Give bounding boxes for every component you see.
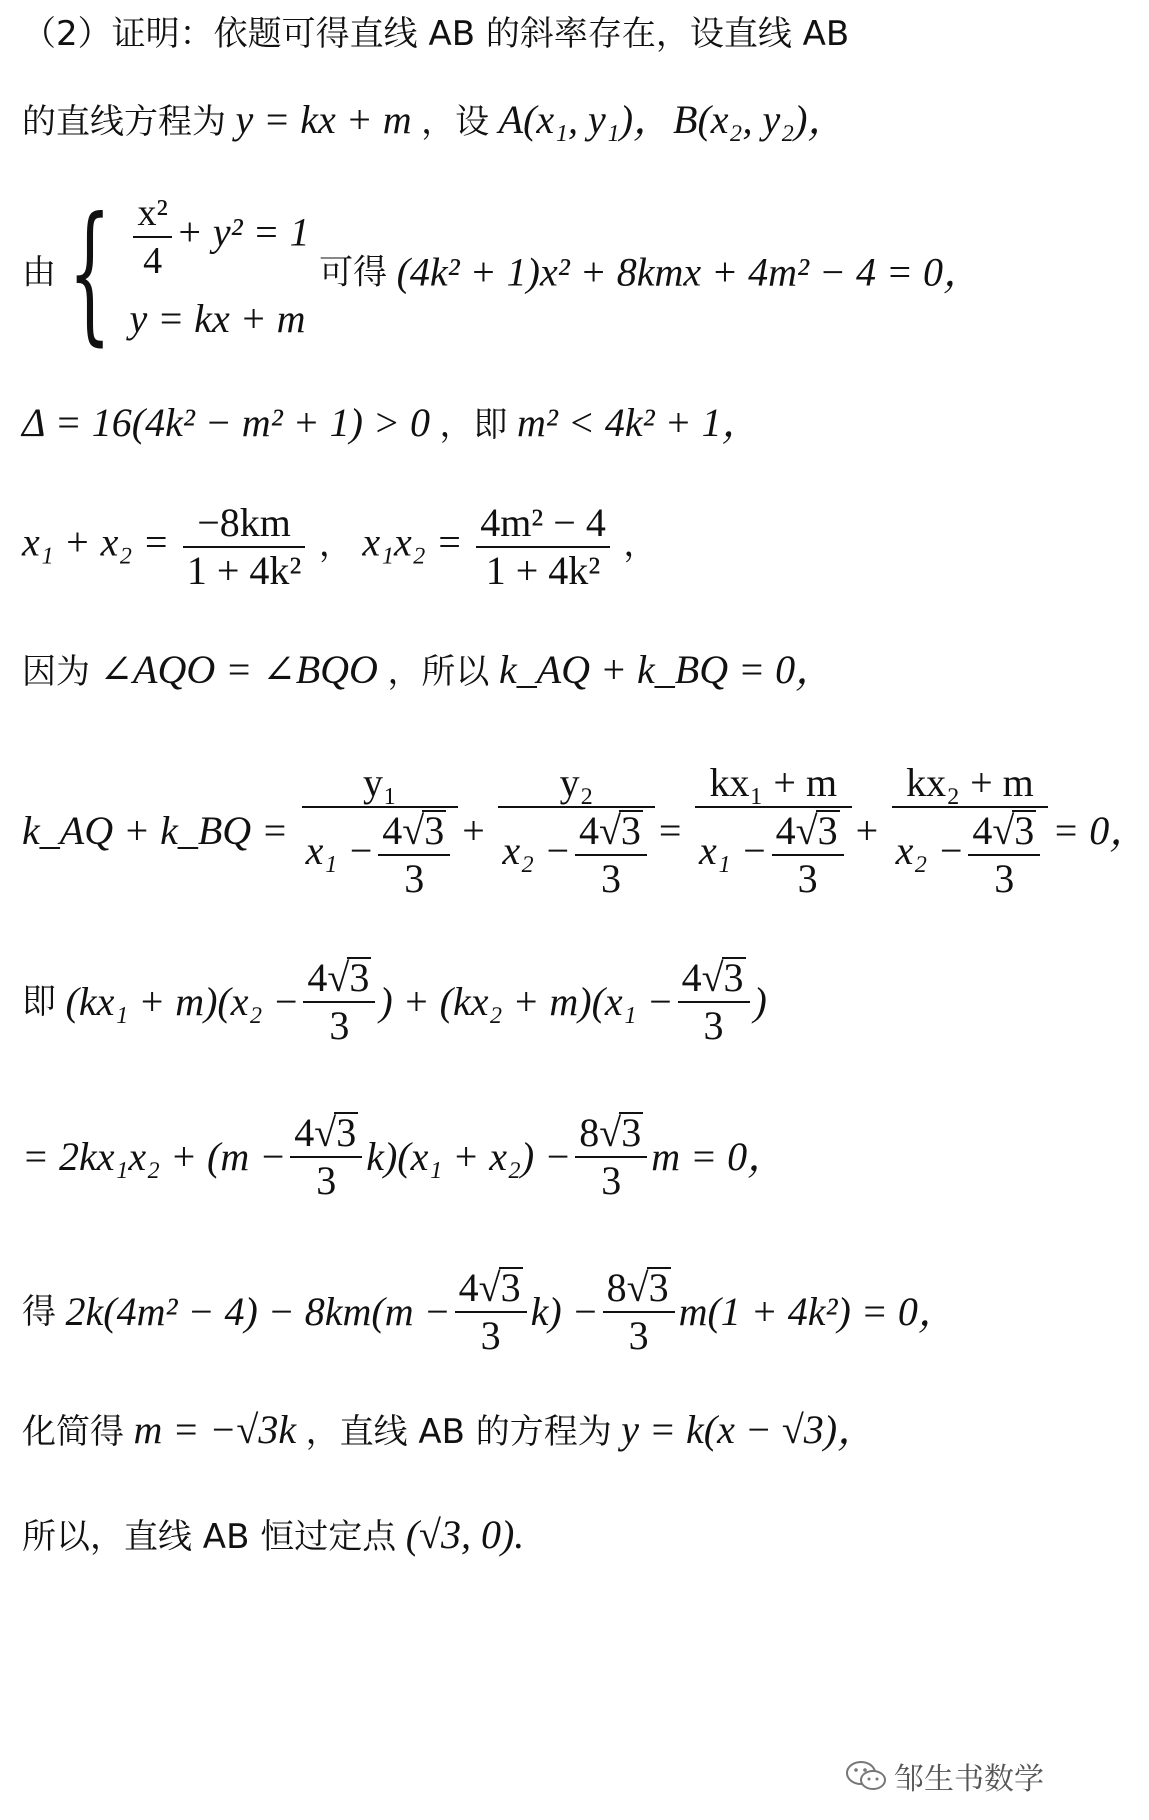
prod-fraction — [476, 500, 610, 594]
expr: = 2kx₁x₂ + (m − — [22, 1134, 287, 1179]
line-10 — [22, 1265, 1070, 1375]
line-3 — [22, 185, 1070, 360]
den: 3 — [628, 1313, 649, 1358]
expr: k)(x₁ + x₂) − — [366, 1134, 572, 1179]
numerator: kx₂ + m — [892, 760, 1049, 808]
sqrt-fraction: $\frac{4√3}{3}$ — [303, 955, 375, 1049]
denominator: 1 + 4k² — [186, 548, 302, 593]
quadratic: (4k² + 1)x² + 8kmx + 4m² − 4 = 0， — [396, 249, 983, 295]
sqrt-fraction: $\frac{8√3}{3}$ — [575, 1110, 647, 1204]
coef: 8 — [606, 1265, 627, 1310]
discriminant: Δ = 16(4k² − m² + 1) > 0 — [22, 400, 430, 445]
coef: 4 — [307, 955, 328, 1000]
numerator: 4m² − 4 — [476, 500, 610, 548]
fraction-4 — [892, 760, 1049, 902]
text: ，即 — [439, 405, 508, 445]
end: = 0， — [1052, 808, 1149, 853]
den: 3 — [601, 1158, 622, 1203]
radicand: 3 — [620, 808, 641, 853]
text: 由 — [22, 252, 56, 293]
numerator: x² — [133, 190, 171, 238]
line-11 — [22, 1405, 1070, 1457]
den: 3 — [329, 1003, 350, 1048]
equals: = — [658, 808, 682, 853]
den: 3 — [994, 856, 1015, 901]
proof-intro: （2）证明：依题可得直线 AB 的斜率存在，设直线 AB — [22, 14, 850, 54]
radicand: 3 — [349, 955, 370, 1000]
angles: ∠AQO = ∠BQO — [99, 647, 378, 692]
watermark-text: 邹生书数学 — [894, 1762, 1044, 1797]
line-1 — [22, 8, 1070, 59]
radicand: 3 — [817, 808, 838, 853]
plus: + — [855, 808, 879, 853]
sqrt-fraction: $\frac{4√3}{3}$ — [678, 955, 750, 1049]
coef: 4 — [681, 955, 702, 1000]
text: 得 — [22, 1292, 56, 1332]
text: 因为 — [22, 652, 90, 692]
numerator: y₁ — [302, 760, 459, 808]
numerator: kx₁ + m — [695, 760, 852, 808]
m-result: m = −√3k — [133, 1407, 297, 1452]
coef: 4 — [382, 808, 403, 853]
den-pre: x₁ − — [305, 828, 375, 874]
den: 3 — [797, 856, 818, 901]
line-equation: y = kx + m — [235, 97, 412, 142]
coef: 4 — [294, 1110, 315, 1155]
sqrt-fraction: $\frac{4√3}{3}$ — [455, 1265, 527, 1359]
text: 可得 — [319, 252, 388, 293]
line-ab: y = k(x − √3)， — [621, 1407, 878, 1452]
den-pre: x₂ − — [895, 828, 965, 874]
line-8 — [22, 955, 1070, 1065]
sqrt-fraction: $\frac{8√3}{3}$ — [603, 1265, 675, 1359]
radicand: 3 — [500, 1265, 521, 1310]
den: 3 — [480, 1313, 501, 1358]
radicand: 3 — [648, 1265, 669, 1310]
den-pre: x₂ − — [502, 828, 571, 874]
text: ，设 — [421, 102, 490, 142]
fraction — [133, 190, 171, 284]
radicand: 3 — [424, 808, 445, 853]
fraction-1 — [302, 760, 459, 902]
line-9 — [22, 1110, 1070, 1220]
expr: (kx₁ + m)(x₂ − — [65, 979, 300, 1024]
line-12 — [22, 1510, 1070, 1562]
brace: { — [68, 185, 112, 360]
line-eq: y = kx + m — [129, 296, 306, 341]
text: 即 — [22, 982, 56, 1022]
sqrt-fraction: $\frac{4√3}{3}$ — [378, 808, 450, 902]
fraction-3 — [695, 760, 852, 902]
expr: ) — [753, 979, 767, 1024]
line-6 — [22, 645, 1070, 697]
text: ， — [318, 524, 353, 565]
radicand: 3 — [621, 1110, 642, 1155]
numerator: y₂ — [498, 760, 655, 808]
expr: k) − — [530, 1289, 599, 1334]
fixed-point: (√3, 0). — [405, 1512, 525, 1557]
denominator: 1 + 4k² — [485, 548, 601, 593]
den: 3 — [404, 856, 425, 901]
inequality: m² < 4k² + 1， — [517, 400, 762, 445]
coef: 4 — [578, 808, 599, 853]
sqrt-fraction: $\frac{4√3}{3}$ — [772, 808, 844, 902]
prod-lhs: x₁x₂ = — [362, 519, 463, 565]
den: 3 — [316, 1158, 337, 1203]
expr: ) + (kx₂ + m)(x₁ − — [379, 979, 674, 1024]
equation-system — [129, 190, 309, 355]
line-2 — [22, 95, 1070, 147]
text: ， — [623, 524, 658, 565]
numerator: −8km — [183, 500, 306, 548]
line-5 — [22, 500, 1070, 594]
line-4 — [22, 398, 1070, 450]
coef: 4 — [458, 1265, 479, 1310]
text: ，所以 — [387, 652, 490, 692]
sqrt-fraction: $\frac{4√3}{3}$ — [575, 808, 647, 902]
slope-sum: k_AQ + k_BQ = 0， — [498, 647, 836, 692]
sum-fraction — [183, 500, 306, 594]
expr: 2k(4m² − 4) − 8km(m − — [65, 1289, 451, 1334]
text: 所以，直线 AB 恒过定点 — [22, 1517, 397, 1557]
text: 的直线方程为 — [22, 102, 226, 142]
wechat-icon — [844, 1758, 888, 1794]
text: 化简得 — [22, 1412, 124, 1452]
points: A(x₁, y₁)，B(x₂, y₂)， — [498, 97, 848, 142]
coef: 8 — [579, 1110, 600, 1155]
sqrt-fraction: $\frac{4√3}{3}$ — [290, 1110, 362, 1204]
plus: + — [462, 808, 485, 853]
radicand: 3 — [1014, 808, 1035, 853]
expr: m = 0， — [651, 1134, 788, 1179]
watermark — [844, 1754, 1044, 1798]
coef: 4 — [775, 808, 796, 853]
fraction-2 — [498, 760, 655, 902]
radicand: 3 — [336, 1110, 357, 1155]
text: ，直线 AB 的方程为 — [305, 1412, 612, 1452]
expr: m(1 + 4k²) = 0， — [678, 1289, 958, 1334]
coef: 4 — [972, 808, 993, 853]
den: 3 — [703, 1003, 724, 1048]
ellipse-rest: + y² = 1 — [175, 209, 310, 255]
sum-lhs: x₁ + x₂ = — [22, 519, 170, 565]
sqrt-fraction: $\frac{4√3}{3}$ — [968, 808, 1040, 902]
denominator: 4 — [143, 240, 163, 282]
den: 3 — [600, 856, 621, 901]
line-7 — [22, 760, 1149, 910]
radicand: 3 — [723, 955, 744, 1000]
den-pre: x₁ − — [698, 828, 768, 874]
lhs: k_AQ + k_BQ = — [22, 808, 289, 853]
